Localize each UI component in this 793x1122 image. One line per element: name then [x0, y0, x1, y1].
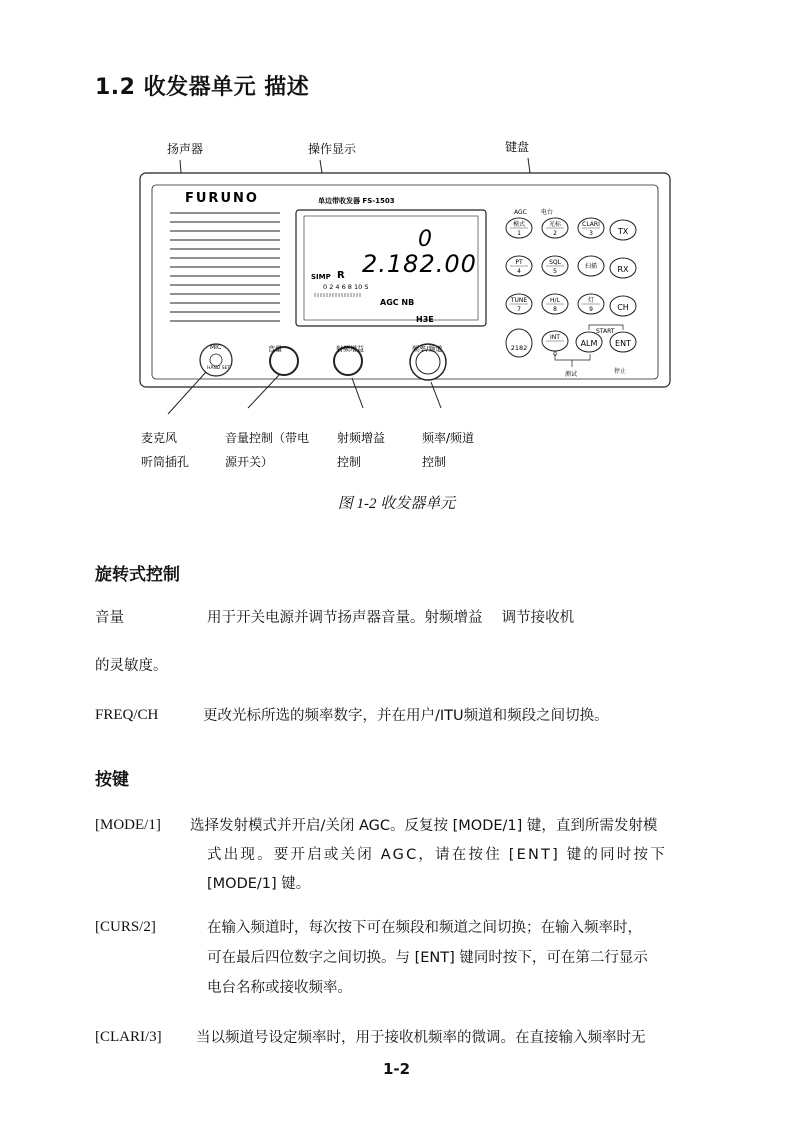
- key-tx: [610, 220, 636, 240]
- callout-freq-1: 频率/频道: [422, 431, 475, 445]
- transceiver-figure: [0, 0, 793, 520]
- desc-curs-l1: 在输入频道时，每次按下可在频段和频道之间切换；在输入频率时，: [207, 920, 642, 936]
- svg-text:0: 0: [553, 351, 557, 358]
- key-sql-5: [542, 256, 568, 276]
- svg-text:音量: 音量: [268, 345, 282, 353]
- term-clari-key: [CLARI/3]: [95, 1029, 162, 1045]
- svg-text:9: 9: [589, 306, 593, 313]
- page-number: 1-2: [382, 1060, 411, 1078]
- term-freq-ch: FREQ/CH: [95, 707, 159, 723]
- keypad-station-label: 电台: [541, 209, 554, 216]
- key-tune-7: [506, 294, 532, 314]
- term-curs-key: [CURS/2]: [95, 919, 156, 935]
- callout-mic-2: 听筒插孔: [141, 455, 190, 469]
- svg-text:5: 5: [553, 268, 557, 275]
- svg-text:H/L: H/L: [550, 297, 560, 304]
- callout-rf-1: 射频增益: [337, 431, 386, 445]
- svg-text:CH: CH: [617, 303, 629, 312]
- key-hl-8: [542, 294, 568, 314]
- section-title-rotary: 旋转式控制: [95, 565, 180, 585]
- desc-mode-l2: 式出现。要开启或关闭 AGC，请在按住 [ENT] 键的同时按下: [207, 847, 667, 863]
- term-volume: 音量: [95, 610, 124, 626]
- desc-mode-l1: 选择发射模式并开启/关闭 AGC。反复按 [MODE/1] 键，直到所需发射模: [190, 818, 658, 834]
- start-label: START: [596, 328, 615, 335]
- key-scan-6: [578, 256, 604, 276]
- key-rx: [610, 258, 636, 278]
- key-ent: [610, 332, 636, 352]
- callout-mic-1: 麦克风: [141, 431, 178, 445]
- model-label: 单边带收发器 FS-1503: [318, 197, 395, 205]
- svg-text:1: 1: [517, 230, 521, 237]
- svg-text:模式: 模式: [512, 221, 526, 228]
- key-pt-4: [506, 256, 532, 276]
- page-heading: 1.2 收发器单元 描述: [95, 75, 310, 100]
- rf-gain-knob: [334, 344, 364, 375]
- desc-volume-cont: 的灵敏度。: [95, 658, 168, 674]
- brand-logo: FURUNO: [185, 191, 259, 206]
- key-curs-2: [542, 218, 568, 238]
- svg-text:7: 7: [517, 306, 521, 313]
- callout-display: 操作显示: [308, 142, 357, 156]
- freq-channel-knob: [410, 344, 446, 380]
- section-title-keys: 按键: [95, 770, 129, 790]
- callout-speaker: 扬声器: [167, 142, 204, 156]
- lcd-frequency: 2.182.00: [362, 250, 477, 278]
- lcd-agc-nb: AGC NB: [380, 298, 415, 307]
- figure-caption: 图 1-2 收发器单元: [337, 496, 456, 512]
- callout-freq-2: 控制: [422, 455, 447, 469]
- svg-text:SQL: SQL: [549, 259, 561, 266]
- svg-text:PT: PT: [515, 259, 523, 266]
- key-2182: [506, 329, 532, 357]
- lcd-simp: SIMP: [311, 273, 331, 281]
- stop-label: 停止: [614, 368, 627, 375]
- svg-text:8: 8: [553, 306, 557, 313]
- keypad-agc-label: AGC: [514, 209, 527, 216]
- key-alm: [576, 332, 602, 352]
- callout-rf-2: 控制: [337, 455, 362, 469]
- svg-text:TX: TX: [617, 227, 629, 236]
- callout-vol-1: 音量控制（带电: [225, 431, 310, 445]
- svg-text:ALM: ALM: [580, 339, 598, 348]
- lcd-mode: H3E: [416, 315, 434, 324]
- svg-text:4: 4: [517, 268, 521, 275]
- lcd-scale: 0 2 4 6 8 10 S: [323, 283, 369, 291]
- mic-jack: [200, 344, 232, 376]
- term-mode-key: [MODE/1]: [95, 817, 161, 833]
- svg-text:射频增益: 射频增益: [336, 345, 364, 353]
- svg-text:MIC: MIC: [210, 344, 222, 351]
- desc-curs-l3: 电台名称或接收频率。: [207, 980, 352, 996]
- svg-text:灯: 灯: [587, 297, 595, 304]
- desc-curs-l2: 可在最后四位数字之间切换。与 [ENT] 键同时按下，可在第二行显示: [207, 950, 648, 966]
- svg-text:TUNE: TUNE: [510, 297, 528, 304]
- svg-text:频率/频道: 频率/频道: [412, 345, 443, 353]
- svg-text:CLARI: CLARI: [582, 221, 600, 228]
- key-ch: [610, 296, 636, 316]
- desc-mode-l3: [MODE/1] 键。: [207, 876, 311, 892]
- key-lamp-9: [578, 294, 604, 314]
- lcd-line1: 0: [418, 227, 432, 252]
- svg-text:HAND SET: HAND SET: [207, 366, 231, 371]
- desc-freq-ch: 更改光标所选的频率数字，并在用户/ITU频道和频段之间切换。: [203, 708, 609, 724]
- key-mode-1: [506, 218, 532, 238]
- desc-volume: 用于开关电源并调节扬声器音量。射频增益 调节接收机: [207, 610, 575, 626]
- svg-text:INT: INT: [550, 334, 560, 341]
- key-clari-3: [578, 218, 604, 238]
- svg-text:2: 2: [553, 230, 557, 237]
- callout-vol-2: 源开关）: [225, 455, 274, 469]
- svg-text:光标: 光标: [548, 221, 562, 228]
- callout-keypad: 键盘: [505, 140, 530, 154]
- svg-text:RX: RX: [617, 265, 629, 274]
- svg-text:扫描: 扫描: [584, 263, 598, 270]
- svg-text:3: 3: [589, 230, 593, 237]
- lcd-r: R: [337, 270, 345, 281]
- svg-text:ENT: ENT: [615, 339, 631, 348]
- svg-text:2182: 2182: [510, 344, 528, 352]
- test-label: 测试: [565, 371, 578, 378]
- desc-clari-l1: 当以频道号设定频率时，用于接收机频率的微调。在直接输入频率时无: [196, 1030, 646, 1046]
